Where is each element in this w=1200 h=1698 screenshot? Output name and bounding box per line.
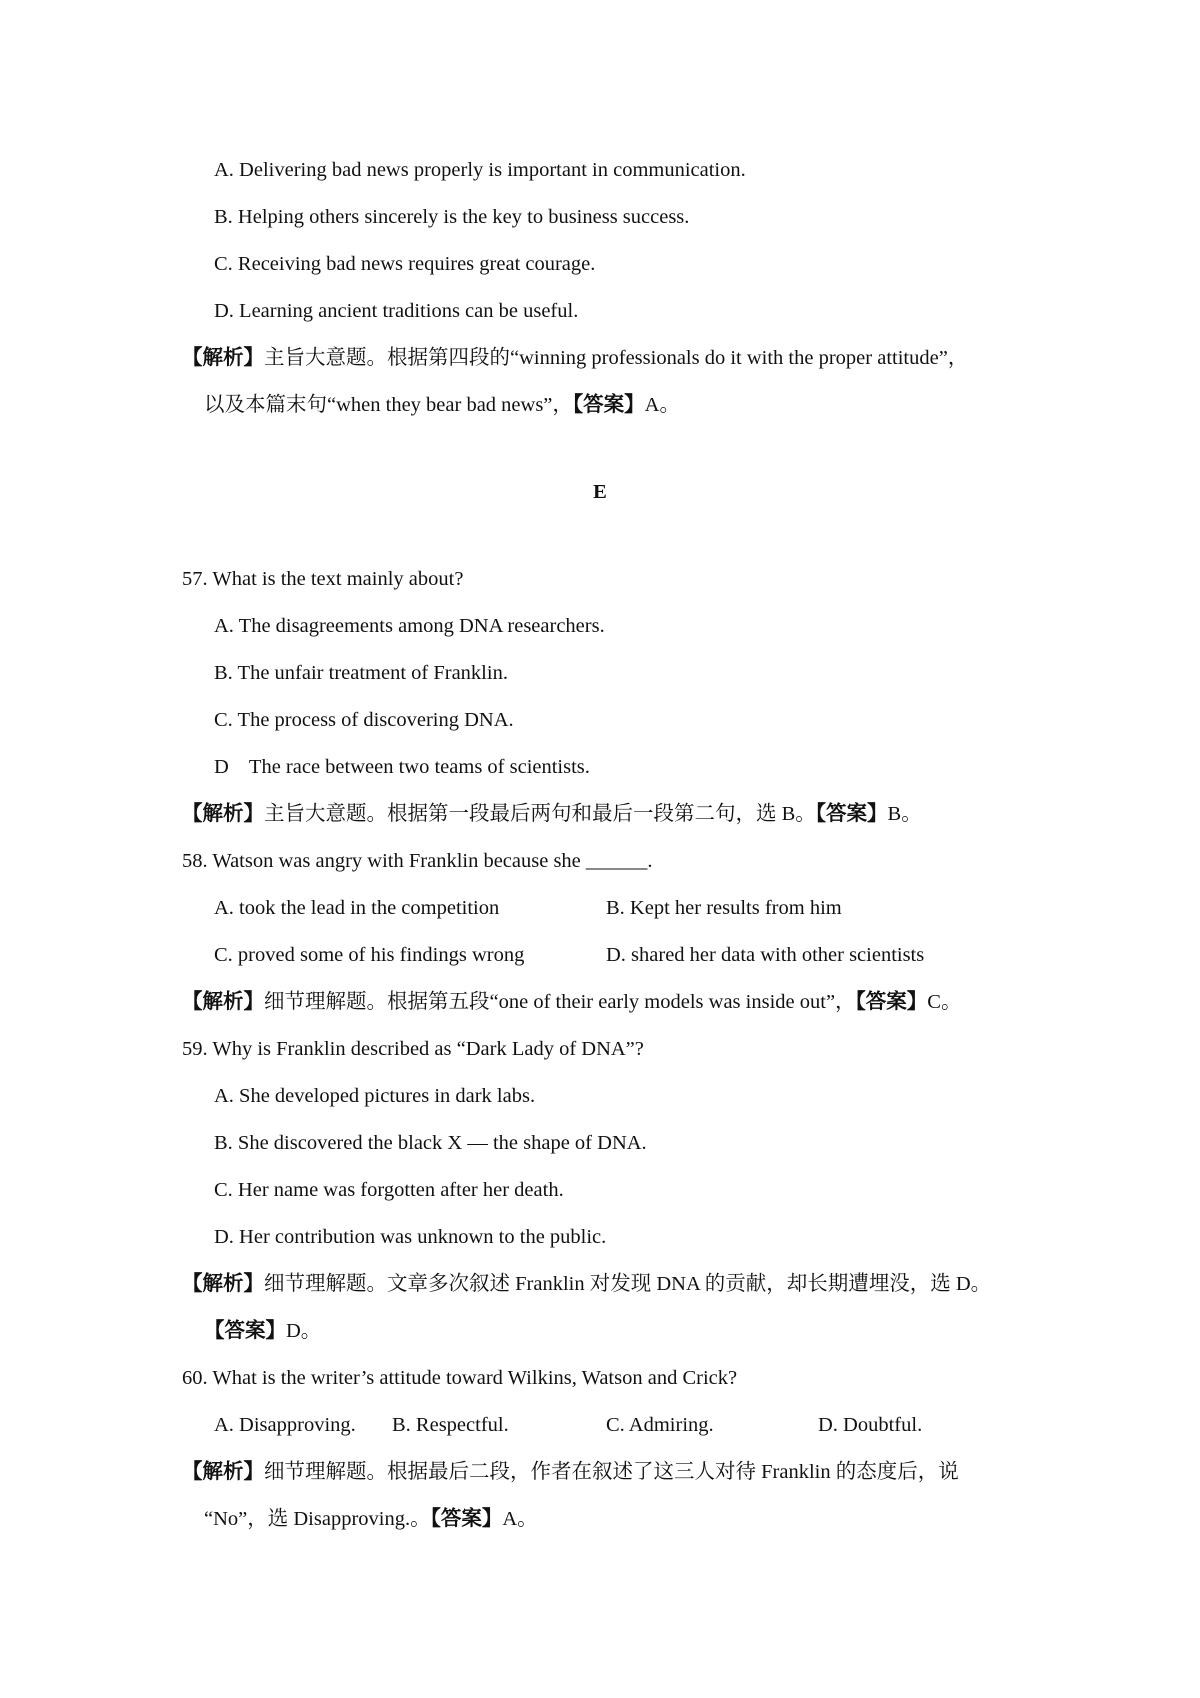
option-b: B. Respectful.: [392, 1414, 509, 1436]
question-60: 60. What is the writer’s attitude toward Wilkins, Watson and Crick?: [182, 1367, 738, 1389]
option-b: B. Helping others sincerely is the key to business success.: [214, 206, 690, 228]
analysis-text: 以及本篇末句“when they bear bad news”，: [204, 394, 573, 416]
option-b: B. She discovered the black X — the shape of DNA.: [214, 1132, 647, 1154]
answer-label: 【答案】: [855, 991, 928, 1013]
analysis-text: 主旨大意题。根据第一段最后两句和最后一段第二句，选 B。: [264, 803, 816, 825]
analysis-text: 主旨大意题。根据第四段的“winning professionals do it with the proper attitude”，: [264, 347, 969, 369]
analysis-paragraph: [182, 345, 968, 371]
analysis-paragraph: [182, 989, 961, 1015]
option-c: C. Her name was forgotten after her death.: [214, 1179, 564, 1201]
option-c: C. The process of discovering DNA.: [214, 709, 514, 731]
analysis-text: 细节理解题。根据最后二段，作者在叙述了这三人对待 Franklin 的态度后，说: [264, 1461, 959, 1483]
analysis-continuation: [204, 392, 680, 418]
answer-value: D。: [286, 1320, 322, 1342]
option-d: D. shared her data with other scientists: [606, 944, 925, 966]
option-b: B. Kept her results from him: [606, 897, 842, 919]
analysis-text: 细节理解题。文章多次叙述 Franklin 对发现 DNA 的贡献，却长期遭埋没，选 D。: [264, 1273, 992, 1295]
analysis-text: 细节理解题。根据第五段“one of their early models was inside out”，: [264, 991, 856, 1013]
answer-label: 【答案】: [815, 803, 888, 825]
analysis-continuation: [204, 1506, 538, 1532]
analysis-label: 【解析】: [182, 803, 264, 825]
analysis-paragraph: [182, 1271, 991, 1297]
option-d: D The race between two teams of scientists.: [214, 756, 590, 778]
option-a: A. Delivering bad news properly is important in communication.: [214, 159, 746, 181]
question-58: 58. Watson was angry with Franklin because she ______.: [182, 850, 653, 872]
analysis-label: 【解析】: [182, 991, 264, 1013]
analysis-label: 【解析】: [182, 347, 264, 369]
option-a: A. She developed pictures in dark labs.: [214, 1085, 536, 1107]
question-57: 57. What is the text mainly about?: [182, 568, 464, 590]
answer-value: A。: [644, 394, 680, 416]
analysis-label: 【解析】: [182, 1461, 264, 1483]
answer-value: C。: [927, 991, 962, 1013]
analysis-label: 【解析】: [182, 1273, 264, 1295]
answer-label: 【答案】: [204, 1320, 286, 1342]
option-c: C. proved some of his findings wrong: [214, 944, 525, 966]
answer-label: 【答案】: [572, 394, 645, 416]
analysis-paragraph: [182, 801, 922, 827]
option-c: C. Receiving bad news requires great courage.: [214, 253, 596, 275]
option-a: A. The disagreements among DNA researchers.: [214, 615, 605, 637]
analysis-text: “No”，选 Disapproving.。: [204, 1508, 431, 1530]
option-c: C. Admiring.: [606, 1414, 714, 1436]
option-b: B. The unfair treatment of Franklin.: [214, 662, 508, 684]
option-a: A. took the lead in the competition: [214, 897, 500, 919]
analysis-continuation: [204, 1318, 321, 1344]
answer-label: 【答案】: [430, 1508, 503, 1530]
option-d: D. Her contribution was unknown to the public.: [214, 1226, 607, 1248]
answer-value: B。: [887, 803, 922, 825]
question-59: 59. Why is Franklin described as “Dark Lady of DNA”?: [182, 1038, 644, 1060]
answer-value: A。: [502, 1508, 538, 1530]
option-a: A. Disapproving.: [214, 1414, 356, 1436]
option-d: D. Doubtful.: [818, 1414, 923, 1436]
analysis-paragraph: [182, 1459, 959, 1485]
option-d: D. Learning ancient traditions can be useful.: [214, 300, 579, 322]
section-title: E: [593, 481, 607, 503]
